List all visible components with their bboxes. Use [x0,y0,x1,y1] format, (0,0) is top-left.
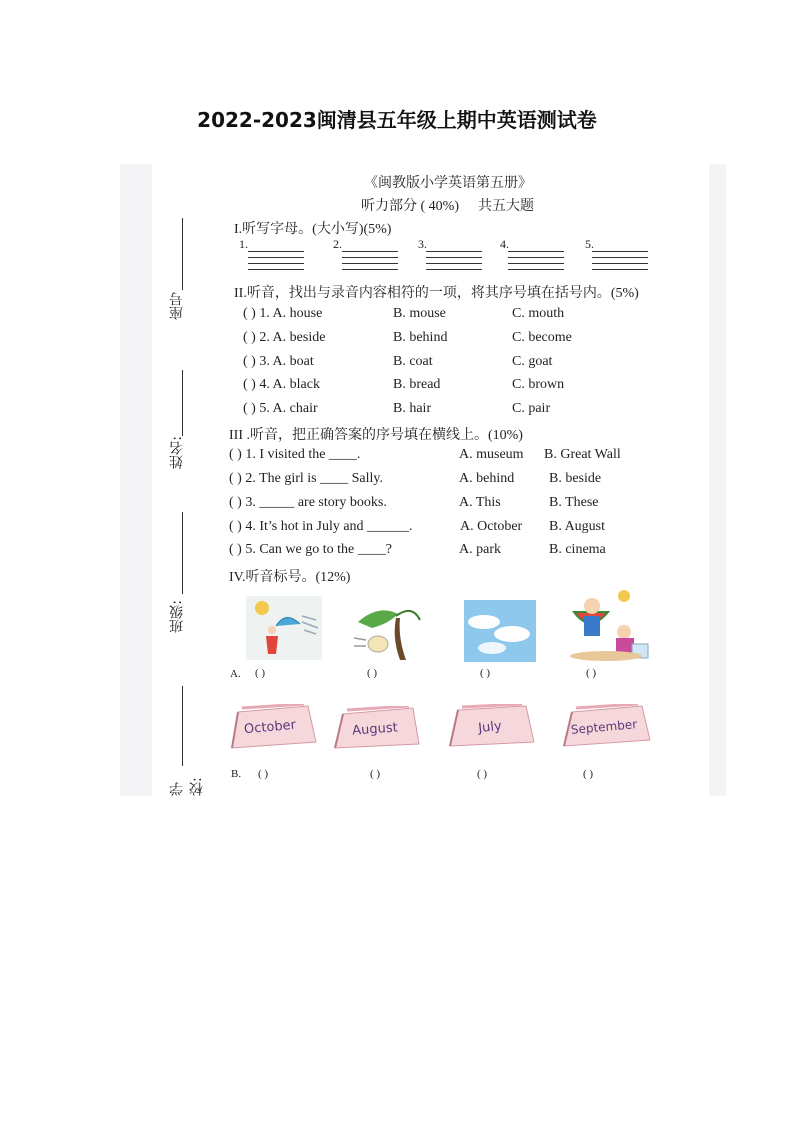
dictation-number-3: 3. [418,237,427,251]
section2-title: II.听音，找出与录音内容相符的一项，将其序号填在括号内。(5%) [234,286,639,301]
name-line [182,370,183,436]
windy-tree-picture [352,598,424,662]
sky-clouds-picture [464,600,536,662]
book-title: 《闽教版小学英语第五册》 [364,175,532,191]
calendar-card-august [333,706,417,750]
class-line [182,512,183,594]
section2-q3-b: B. coat [393,354,433,369]
section3-q3: ( ) 3. _____ are story books. [229,495,387,510]
row-b-paren-3: ( ) [477,768,488,780]
writing-lines-1[interactable] [248,251,304,277]
section2-q2: ( ) 2. A. beside [243,330,326,345]
section4-title: IV.听音标号。(12%) [229,570,351,585]
section1-title: I.听写字母。(大小写)(5%) [234,222,392,237]
dictation-number-2: 2. [333,237,342,251]
calendar-label-july: July [477,718,503,737]
calendar-label-august: August [351,720,399,739]
section3-q4: ( ) 4. It’s hot in July and ______. [229,519,413,534]
section3-q5: ( ) 5. Can we go to the ____? [229,542,392,557]
section3-q1-b: B. Great Wall [544,447,621,462]
section2-q3: ( ) 3. A. boat [243,354,314,369]
row-a-paren-1: ( ) [255,667,266,679]
section3-q3-a: A. This [459,495,501,510]
section2-q4: ( ) 4. A. black [243,377,320,392]
listening-part: 听力部分 ( 40%) [361,199,459,214]
school-label: 学校: [169,777,205,796]
section2-q4-c: C. brown [512,377,565,392]
section2-q4-b: B. bread [393,377,441,392]
seat-label: 座号 [169,292,185,320]
section3-title: III .听音，把正确答案的序号填在横线上。(10%) [229,428,523,443]
calendar-card-july [448,704,532,748]
section2-q1: ( ) 1. A. house [243,306,323,321]
section2-q2-c: C. become [512,330,572,345]
section2-q5-c: C. pair [512,401,551,416]
dictation-number-1: 1. [239,237,248,251]
row-a-paren-4: ( ) [586,667,597,679]
section3-q1-a: A. museum [459,447,524,462]
section3-q4-a: A. October [460,519,523,534]
section2-q2-b: B. behind [393,330,448,345]
section3-q2: ( ) 2. The girl is ____ Sally. [229,471,383,486]
section3-q3-b: B. These [549,495,599,510]
section-count: 共五大题 [478,199,534,214]
section2-q1-c: C. mouth [512,306,565,321]
row-b-paren-4: ( ) [583,768,594,780]
row-b-paren-2: ( ) [370,768,381,780]
dictation-number-4: 4. [500,237,509,251]
section3-q4-b: B. August [549,519,606,534]
seat-line [182,218,183,290]
section3-q5-b: B. cinema [549,542,606,557]
section2-q5: ( ) 5. A. chair [243,401,318,416]
windy-girl-umbrella-picture [246,596,322,660]
section3-q2-a: A. behind [459,471,515,486]
row-a-label: A. [230,668,241,680]
calendar-card-september [562,704,646,748]
section3-q1: ( ) 1. I visited the ____. [229,447,361,462]
section2-q1-b: B. mouse [393,306,446,321]
dictation-number-5: 5. [585,237,594,251]
calendar-card-october [228,704,312,748]
section3-q2-b: B. beside [549,471,602,486]
writing-lines-5[interactable] [592,251,648,277]
row-b-paren-1: ( ) [258,768,269,780]
school-line [182,686,183,766]
eating-watermelon-picture [566,586,656,662]
writing-lines-2[interactable] [342,251,398,277]
writing-lines-3[interactable] [426,251,482,277]
calendar-label-september: September [570,717,638,737]
section3-q5-a: A. park [459,542,501,557]
row-a-paren-3: ( ) [480,667,491,679]
name-label: 姓名: [169,436,185,469]
row-a-paren-2: ( ) [367,667,378,679]
page-title: 2022-2023闽清县五年级上期中英语测试卷 [197,108,597,132]
section2-q5-b: B. hair [393,401,432,416]
class-label: 班级: [169,600,185,633]
row-b-label: B. [231,768,242,780]
section2-q3-c: C. goat [512,354,553,369]
calendar-label-october: October [243,717,297,738]
writing-lines-4[interactable] [508,251,564,277]
